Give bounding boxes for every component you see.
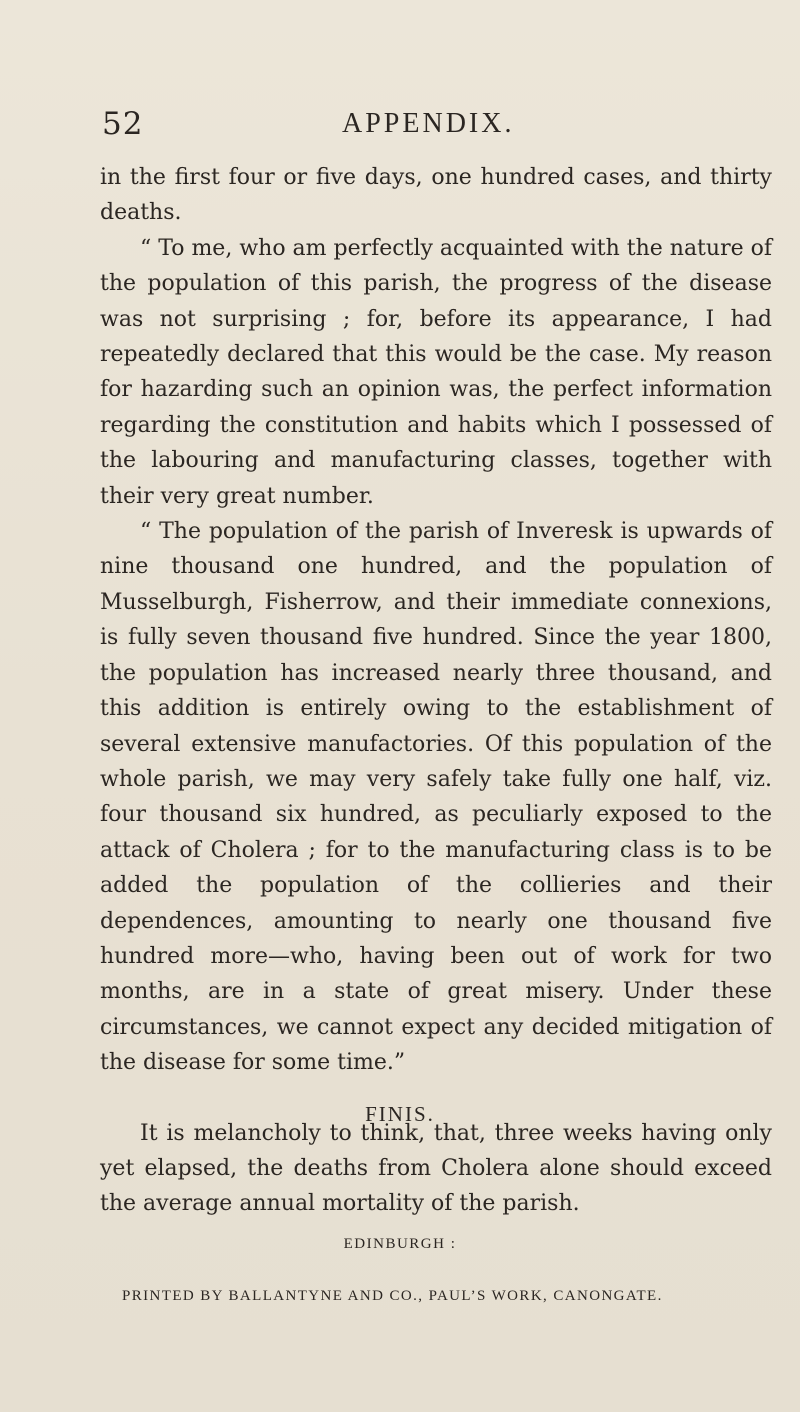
running-title: APPENDIX. — [342, 108, 515, 139]
paragraph-quote-1: “ To me, who am perfectly acquainted with the nature of the population of this parish, the progress of the disease was not surprising ; for, before its appearance, I had repeatedly declared that this would be the case. My reason for hazarding such an opinion was, the perfect information regarding the constitution and habits which I possessed of the labouring and manufacturing classes, together with their very great number. — [100, 235, 772, 509]
paragraph-quote-2: “ The population of the parish of Inveresk is upwards of nine thousand one hundred, and the population of Musselburgh, Fisherrow, and their immediate connexions, is fully seven thousand five hundred. Since the year 1800, the population has increased nearly three thousand, and this addition is entirely owing to the establishment of several extensive manufactories. Of this population of the whole parish, we may very safely take fully one half, viz. four thousand six hundred, as peculiarly exposed to the attack of Cholera ; for to the manufacturing class is to be added the population of the collieries and their dependences, amounting to nearly one thousand five hundred more—who, having been out of work for two months, are in a state of great misery. Under these circumstances, we cannot expect any decided mitigation of the disease for some time.” — [100, 519, 772, 1076]
paragraph-closing: It is melancholy to think, that, three weeks having only yet elapsed, the deaths from Cholera alone should exceed the average annual mortality of the parish. — [100, 1120, 772, 1217]
body-text — [100, 160, 772, 1222]
imprint-city: EDINBURGH : — [343, 1236, 457, 1252]
page-number: 52 — [102, 106, 144, 142]
page-header — [0, 106, 800, 146]
paragraph-continuation: in the first four or five days, one hundred cases, and thirty deaths. — [100, 165, 772, 226]
finis-heading: FINIS. — [365, 1102, 435, 1126]
imprint-printer: PRINTED BY BALLANTYNE AND CO., PAUL’S WORK, CANONGATE. — [122, 1288, 663, 1304]
